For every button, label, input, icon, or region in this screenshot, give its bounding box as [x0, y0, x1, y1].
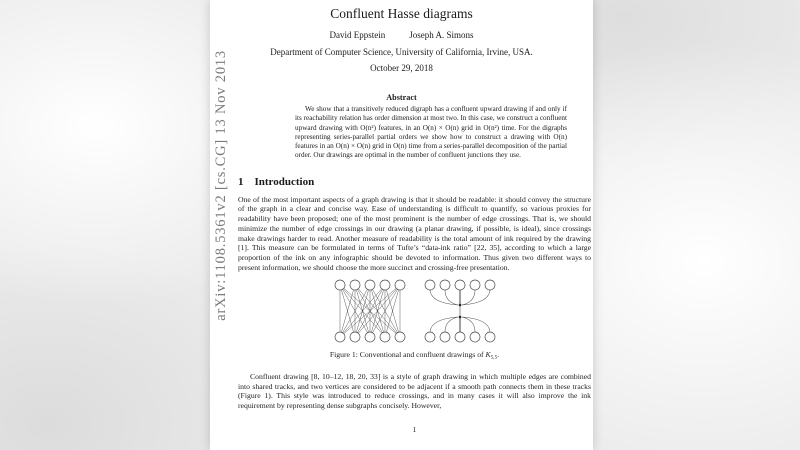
- paragraph: Confluent drawing [8, 10–12, 18, 20, 33] is a style of graph drawing in which multiple edges are combined into shared tracks, and two vertices are considered to be adjacent if a smooth path connects them in these tracks (Figure 1). This style was introduced to reduce crossings, and in many cases it will also improve the ink requirement by representing dense subgraphs concisely. However,: [238, 371, 591, 411]
- conventional-k55-drawing: [334, 279, 406, 343]
- affiliation: Department of Computer Science, University of California, Irvine, USA.: [270, 47, 533, 57]
- arxiv-stamp: arXiv:1108.5361v2 [cs.CG] 13 Nov 2013: [213, 50, 229, 321]
- paper-date: October 29, 2018: [370, 63, 433, 73]
- author-row: [210, 30, 593, 40]
- section-number: 1: [238, 175, 244, 188]
- caption-subscript: 5,5: [490, 354, 498, 361]
- figure-1: [238, 279, 591, 343]
- author-name: Joseph A. Simons: [409, 30, 474, 40]
- section-heading: [238, 176, 591, 188]
- caption-math-k: K: [485, 350, 491, 360]
- paragraph: One of the most important aspects of a graph drawing is that it should be readable: it should convey the structure of the graph in a clear and concise way. Ease of understanding is difficult to quantify, so various proxies for readability have been proposed; one of the most prominent is the number of edge crossings. That is, we should minimize the number of edge crossings in our drawing (a planar drawing, if possible, is ideal), since crossings make drawings harder to read. Another measure of readability is the total amount of ink required by the drawing [1]. This measure can be formulated in terms of Tufte’s “data-ink ratio” [22, 35], according to which a large proportion of the ink on any infographic should be devoted to information. Thus given two different ways to present information, we should choose the more succinct and crossing-free presentation.: [238, 194, 591, 272]
- author-name: David Eppstein: [329, 30, 386, 40]
- graph-edges: [340, 285, 400, 337]
- paper-title: Confluent Hasse diagrams: [330, 6, 473, 21]
- section-title: Introduction: [254, 175, 315, 188]
- paper-page: [210, 0, 593, 450]
- confluent-k55-drawing: [424, 279, 496, 343]
- caption-text: Figure 1: Conventional and confluent drawings of: [329, 350, 486, 360]
- abstract-heading: Abstract: [386, 93, 417, 102]
- caption-period: .: [497, 350, 500, 360]
- figure-caption: [238, 350, 591, 361]
- abstract-text: We show that a transitively reduced digraph has a confluent upward drawing if and only if its reachability relation has order dimension at most two. In this case, we construct a confluent upward drawing with O(n²) features, in an O(n) × O(n) grid in O(n²) time. For the digraphs representing series-parallel partial orders we show how to construct a drawing with O(n) features in an O(n) × O(n) grid in O(n) time from a series-parallel decomposition of the partial order. Our drawings are optimal in the number of confluent junctions they use.: [295, 105, 567, 160]
- page-number: 1: [412, 424, 417, 434]
